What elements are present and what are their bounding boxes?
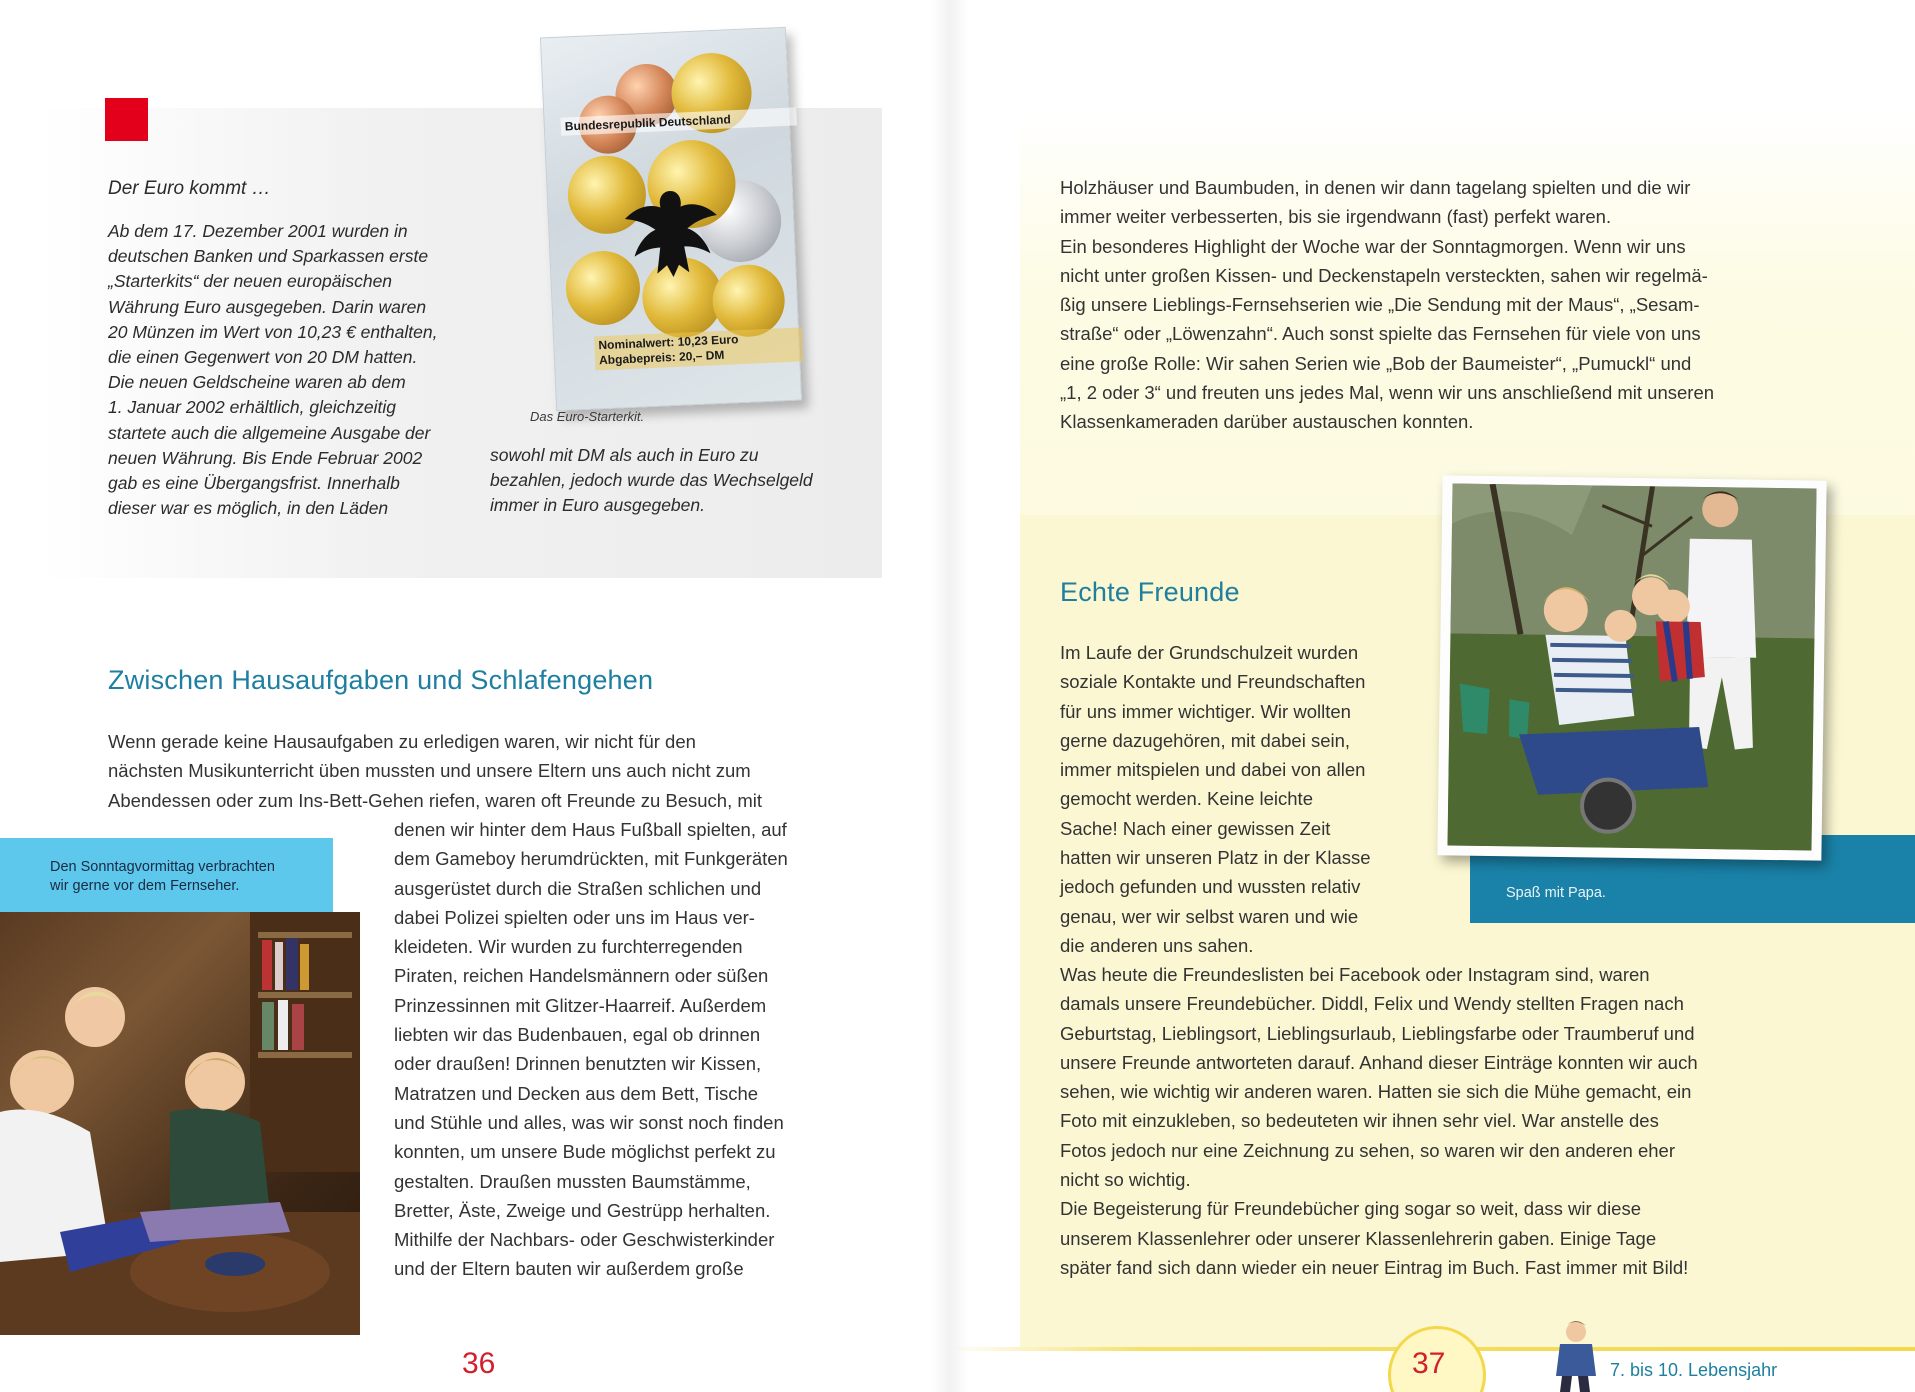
- section-heading-echte-freunde: Echte Freunde: [1060, 577, 1240, 607]
- left-page: [0, 0, 950, 1392]
- right-top-text: Holzhäuser und Baumbuden, in denen wir dann tagelang spielten und die wir immer weiter verbesserten, bis sie irgendwann (fast) perfekt waren. Ein besonderes Highlight der Woche war der Sonntagmorgen. Wenn wir uns nicht unter großen Kissen- und Deckenstapeln versteckten, sahen wir regelmä- ßig unsere Lieblings-Fernsehserien wie „Die Sendung mit der Maus“, „Sesam- straße“ oder „Löwenzahn“. Auch sonst spielte das Fernsehen für viele von uns eine große Rolle: Wir sahen Serien wie „Bob der Baumeister“, „Pumuckl“ und „1, 2 oder 3“ und freuten uns jedes Mal, wenn wir uns anschließend mit unseren Klassenkameraden darüber austauschen konnten.: [1060, 177, 1715, 433]
- tv-photo-caption-box: [0, 838, 333, 912]
- euro-starterkit-photo: Bundesrepublik Deutschland Nominalwert: 10,23 Euro Abgabepreis: 20,– DM: [540, 27, 802, 411]
- papa-photo-caption: Spaß mit Papa.: [1506, 885, 1606, 901]
- info-box-title: Der Euro kommt …: [108, 178, 271, 199]
- children-watching-tv-photo: [0, 912, 360, 1335]
- friends-intro-text: Im Laufe der Grundschulzeit wurden soziale Kontakte und Freundschaften für uns immer wichtiger. Wir wollten gerne dazugehören, mit dabei sein, immer mitspielen und dabei von allen gemocht werden. Keine leichte Sache! Nach einer gewissen Zeit hatten wir unseren Platz in der Klasse jedoch gefunden und wussten relativ genau, wer wir selbst waren und wie die anderen uns sahen.: [1060, 642, 1371, 956]
- child-figure-icon: [1546, 1318, 1602, 1392]
- red-square-marker: [105, 98, 148, 141]
- book-gutter: [930, 0, 970, 1392]
- footer-age-label: 7. bis 10. Lebensjahr: [1610, 1360, 1778, 1380]
- starterkit-caption: Das Euro-Starterkit.: [530, 409, 645, 424]
- info-box-text-column-2: sowohl mit DM als auch in Euro zu bezahlen, jedoch wurde das Wechselgeld immer in Euro ausgegeben.: [490, 445, 813, 516]
- section-main-text: denen wir hinter dem Haus Fußball spielten, auf dem Gameboy herumdrückten, mit Funkgeräten ausgerüstet durch die Straßen schlichen und dabei Polizei spielten oder uns im Haus ver- kleideten. Wir wurden zu furchterregenden Piraten, reichen Handelsmännern oder süßen Prinzessinnen mit Glitzer-Haarreif. Außerdem liebten wir das Budenbauen, egal ob drinnen oder draußen! Drinnen benutzten wir Kissen, Matratzen und Decken aus dem Bett, Tische und Stühle und alles, was wir sonst noch finden konnten, um unsere Bude möglichst perfekt zu gestalten. Draußen mussten Baumstämme, Bretter, Äste, Zweige und Gestrüpp herhalten. Mithilfe der Nachbars- oder Geschwisterkinder und der Eltern bauten wir außerdem große: [394, 819, 788, 1280]
- info-box-text-column-1: Ab dem 17. Dezember 2001 wurden in deutschen Banken und Sparkassen erste „Starterkits“ der neuen europäischen Währung Euro ausgegeben. Darin waren 20 Münzen im Wert von 10,23 € enthalten, die einen Gegenwert von 20 DM hatten. Die neuen Geldscheine waren ab dem 1. Januar 2002 erhältlich, gleichzeitig startete auch die allgemeine Ausgabe der neuen Währung. Bis Ende Februar 2002 gab es eine Übergangsfrist. Innerhalb dieser war es möglich, in den Läden: [108, 221, 438, 519]
- section-intro-text: Wenn gerade keine Hausaufgaben zu erledigen waren, wir nicht für den nächsten Musikunterricht üben mussten und unsere Eltern uns auch nicht zum Abendessen oder zum Ins-Bett-Gehen riefen, waren oft Freunde zu Besuch, mit: [108, 731, 763, 811]
- wheelbarrow-photo: [1437, 475, 1826, 860]
- friends-main-text: Was heute die Freundeslisten bei Facebook oder Instagram sind, waren damals unsere Freundebücher. Diddl, Felix und Wendy stellten Fragen nach Geburtstag, Lieblingsort, Lieblingsurlaub, Lieblingsfarbe oder Traumberuf und unsere Freunde antworteten darauf. Anhand dieser Einträge konnten wir auch sehen, wie wichtig wir anderen waren. Hatten sie sich die Mühe gemacht, ein Foto mit einzukleben, so bedeuteten wir ihnen sehr viel. War anstelle des Fotos jedoch nur eine Zeichnung zu sehen, so waren wir den anderen eher nicht so wichtig. Die Begeisterung für Freundebücher ging sogar so weit, dass wir diese unserem Klassenlehrer oder unserer Klassenlehrerin gaben. Einige Tage später fand sich dann wieder ein neuer Eintrag im Buch. Fast immer mit Bild!: [1060, 964, 1698, 1278]
- page-number-left: 36: [462, 1347, 496, 1380]
- section-heading-hausaufgaben: Zwischen Hausaufgaben und Schlafengehen: [108, 665, 654, 695]
- federal-eagle-icon: [609, 170, 734, 295]
- tv-photo-caption: Den Sonntagvormittag verbrachten wir gerne vor dem Fernseher.: [50, 859, 275, 894]
- right-page: [950, 0, 1915, 1392]
- page-number-right: 37: [1412, 1347, 1446, 1380]
